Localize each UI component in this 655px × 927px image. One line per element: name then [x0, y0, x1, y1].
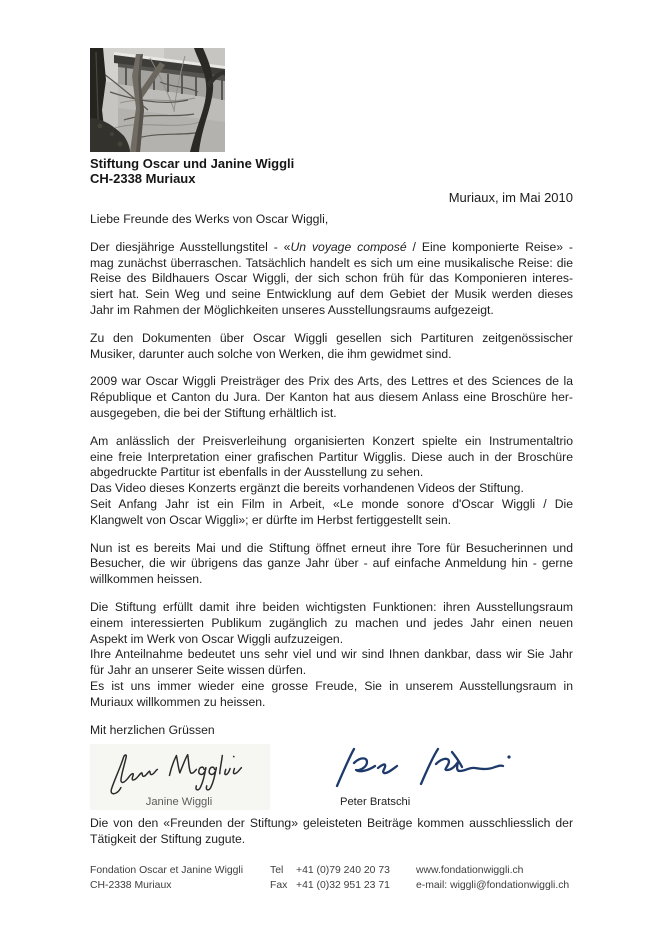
- text-line: abgedruckte Partitur ist ebenfalls in der Ausstellung zu sehen.: [90, 465, 424, 480]
- footer-org-city: CH-2338 Muriaux: [90, 879, 172, 891]
- paragraph: [90, 331, 573, 363]
- text-line: Klangwelt von Oscar Wiggli»; er dürfte im Herbst fertiggestellt sein.: [90, 512, 452, 527]
- footer: [90, 863, 573, 893]
- footer-phone: [270, 863, 416, 893]
- salutation: Liebe Freunde des Werks von Oscar Wiggli,: [90, 212, 329, 226]
- footer-org-name: Fondation Oscar et Janine Wiggli: [90, 864, 244, 876]
- text-line: République et Canton du Jura. Der Kanton hat aus diesem Anlass eine Broschüre her-: [90, 390, 573, 405]
- text-line: Die Stiftung erfüllt damit ihre beiden wichtigsten Funktionen: ihren Ausstellungsraum: [90, 599, 573, 614]
- text-line: Aspekt im Werk von Oscar Wiggli aufzuzeigen.: [90, 631, 344, 646]
- peter-bratschi-signature: [323, 746, 515, 792]
- letter-content: [90, 48, 573, 893]
- text-line: Besucher, die wir übrigens das ganze Jahr über - auf einfache Anmeldung hin - gerne: [90, 556, 573, 571]
- janine-wiggli-signature: [90, 746, 268, 798]
- text-line: für Jahr an unserer Seite wissen dürfen.: [90, 663, 307, 678]
- text-line: einem interessierten Publikum zugänglich zu machen und jedes Jahr einen neuen: [90, 615, 573, 630]
- paragraph: [90, 541, 573, 588]
- org-name: Stiftung Oscar und Janine Wiggli: [90, 156, 295, 171]
- text-line: 2009 war Oscar Wiggli Preisträger des Prix des Arts, des Lettres et des Sciences de la: [90, 374, 573, 389]
- footer-website: www.fondationwiggli.ch: [416, 864, 524, 876]
- paragraph: [90, 434, 573, 529]
- building-photo-image: [90, 48, 225, 152]
- closing: Mit herzlichen Grüssen: [90, 722, 215, 737]
- letter-paragraphs: [90, 240, 573, 711]
- paragraph: [90, 240, 573, 319]
- postscript: [90, 816, 573, 848]
- org-city: CH-2338 Muriaux: [90, 171, 196, 186]
- janine-wiggli-label: Janine Wiggli: [145, 796, 213, 809]
- text-line: mag zunächst überraschen. Tatsächlich handelt es sich um eine musikalische Reise: die: [90, 255, 573, 270]
- text-line: Reise des Bildhauers Oscar Wiggli, der sich schon früh für das Komponieren interes-: [90, 271, 573, 286]
- text-line: willkommen heissen.: [90, 572, 203, 587]
- text-line: Das Video dieses Konzerts ergänzt die bereits vorhandenen Videos der Stiftung.: [90, 481, 524, 496]
- text-line: Nun ist es bereits Mai und die Stiftung öffnet erneut ihre Tore für Besucherinnen und: [90, 540, 573, 555]
- text-line: Zu den Dokumenten über Oscar Wiggli gesellen sich Partituren zeitgenössischer: [90, 330, 573, 345]
- text-line: Es ist uns immer wieder eine grosse Freude, Sie in unserem Ausstellungsraum in: [90, 678, 573, 693]
- footer-phone-row: Fax +41 (0)32 951 23 71: [270, 879, 390, 891]
- text-line: eine freie Interpretation einer grafischen Partitur Wigglis. Diese auch in der Broschüre: [90, 449, 573, 464]
- text-line: Tätigkeit der Stiftung zugute.: [90, 832, 246, 847]
- text-line: Seit Anfang Jahr ist ein Film in Arbeit, «Le monde sonore d'Oscar Wiggli / Die: [90, 496, 573, 511]
- text-line: Musiker, darunter auch solche von Werken, die ihm gewidmet sind.: [90, 346, 452, 361]
- footer-address: [90, 863, 270, 893]
- footer-phone-row: Tel +41 (0)79 240 20 73: [270, 864, 390, 876]
- paragraph: [90, 374, 573, 421]
- footer-email: e-mail: wiggli@fondationwiggli.ch: [416, 879, 570, 891]
- building-photo: [90, 48, 225, 152]
- text-line: Muriaux willkommen zu heissen.: [90, 694, 266, 709]
- footer-web: [416, 863, 573, 893]
- text-line: ausgegeben, die bei der Stiftung erhältlich ist.: [90, 405, 337, 420]
- text-line: Die von den «Freunden der Stiftung» geleisteten Beiträge kommen ausschliesslich der: [90, 816, 573, 831]
- letter-body: [90, 212, 573, 848]
- text-line: siert hat. Sein Weg und seine Entwicklung auf dem Gebiet der Musik werden dieses: [90, 287, 573, 302]
- paragraph: [90, 600, 573, 711]
- dateline: Muriaux, im Mai 2010: [448, 190, 573, 205]
- text-line: Am anlässlich der Preisverleihung organisierten Konzert spielte ein Instrumentaltrio: [90, 433, 573, 448]
- signature-block: [90, 738, 573, 816]
- text-line: Ihre Anteilnahme bedeutet uns sehr viel und wir sind Ihnen dankbar, dass wir Sie Jahr: [90, 647, 573, 662]
- text-line: Der diesjährige Ausstellungstitel - «Un voyage composé / Eine komponierte Reise» -: [90, 239, 573, 254]
- text-line: Jahr im Rahmen der Möglichkeiten unseres Ausstellungsraums aufgezeigt.: [90, 302, 494, 317]
- peter-bratschi-label: Peter Bratschi: [340, 796, 411, 809]
